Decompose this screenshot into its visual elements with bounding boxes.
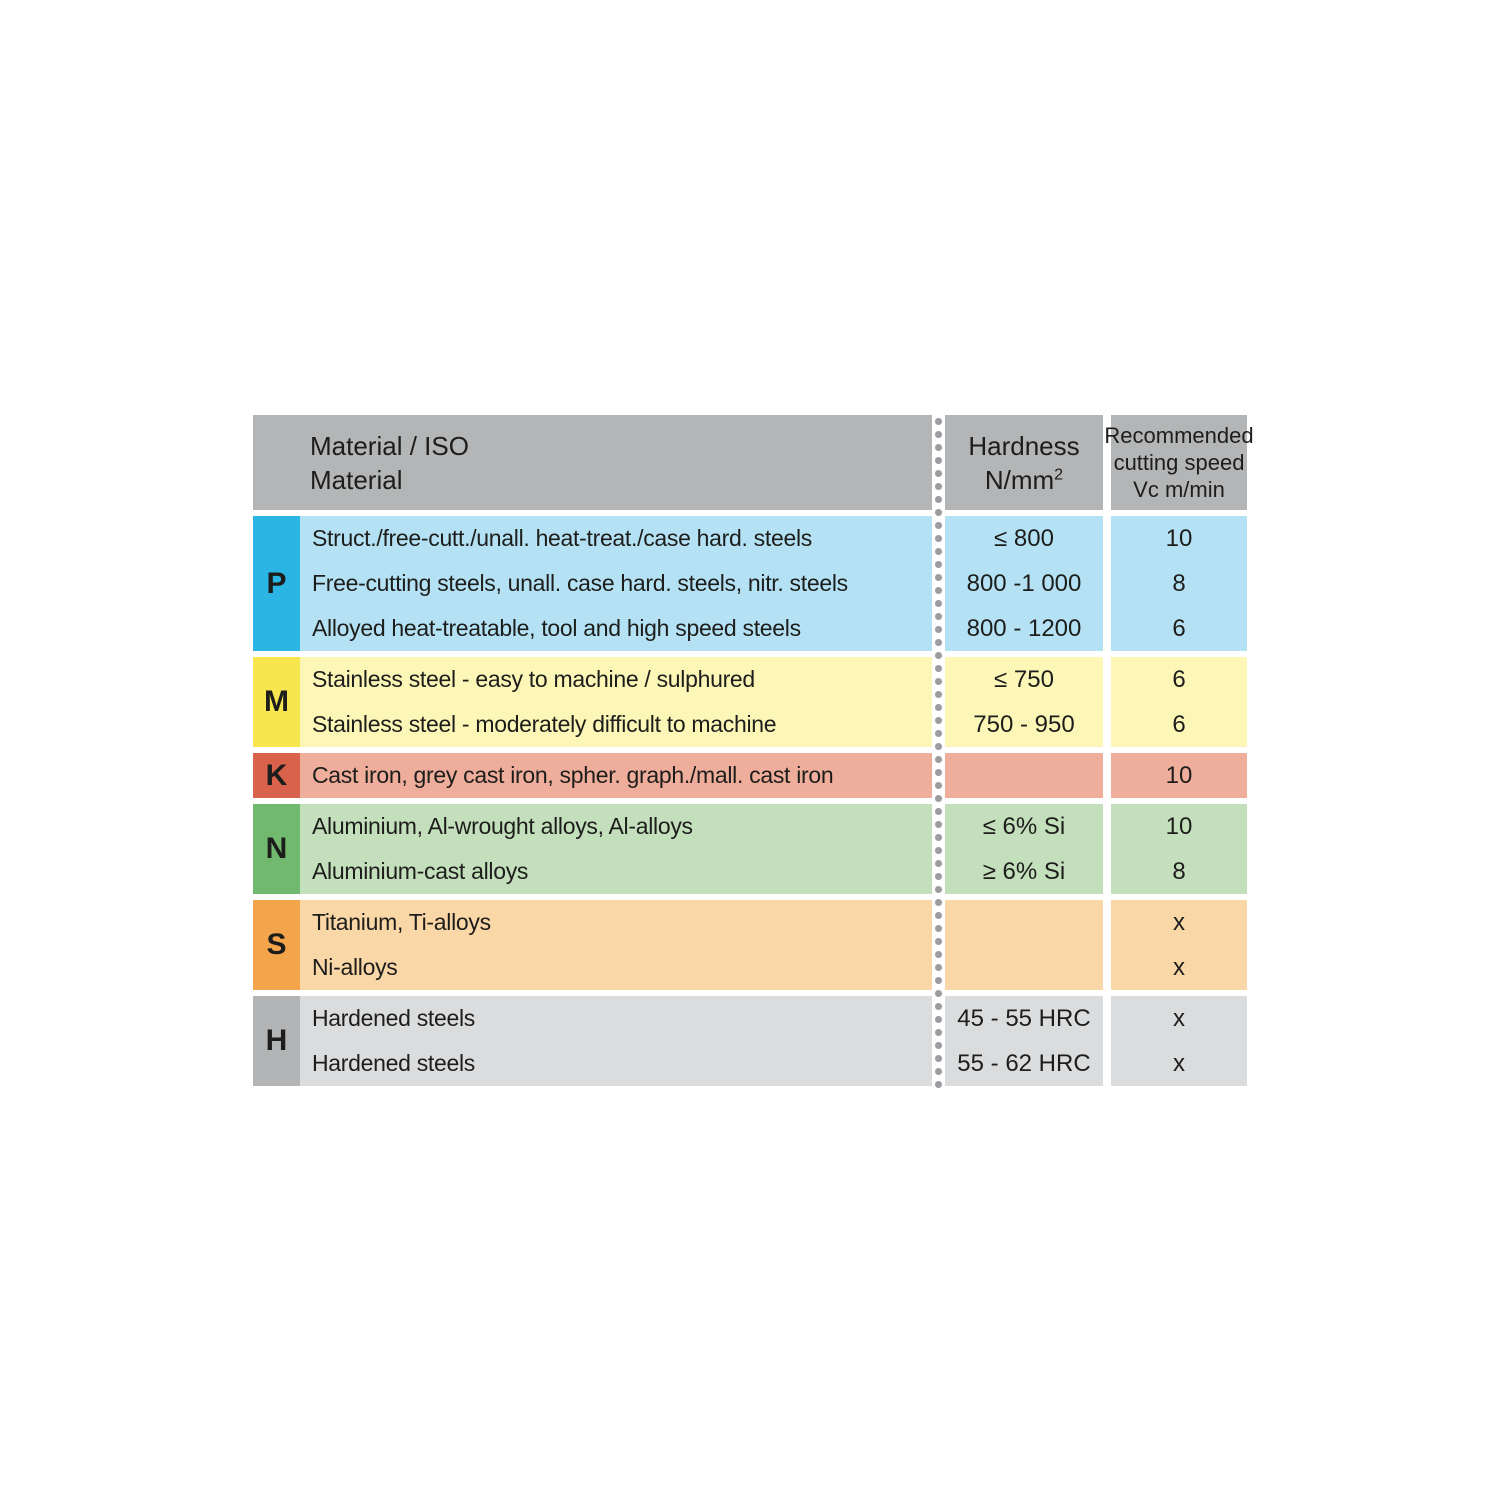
hardness-speed-gap: [1103, 657, 1111, 747]
speed-column: [1111, 804, 1247, 894]
hardness-speed-gap: [1103, 804, 1111, 894]
hardness-column: [945, 516, 1103, 651]
row-material: Ni-alloys: [312, 954, 398, 980]
material-hardness-gap: [932, 804, 945, 894]
header-material-line2: Material: [310, 464, 403, 495]
hardness-column: [945, 804, 1103, 894]
iso-section: [253, 657, 1247, 747]
hardness-unit-base: N/mm: [984, 464, 1055, 495]
header-speed-line2: cutting speed: [1113, 450, 1245, 475]
header-material: [253, 415, 932, 510]
row-speed: x: [1173, 1049, 1185, 1077]
material-hardness-gap: [932, 996, 945, 1086]
iso-section: [253, 753, 1247, 798]
row-material: Hardened steels: [312, 1005, 475, 1031]
material-hardness-gap: [932, 657, 945, 747]
material-column: [300, 900, 932, 990]
material-iso-table: [253, 415, 1254, 1092]
header-speed-line1: Recommended: [1104, 423, 1254, 448]
header-hardness: [945, 415, 1103, 510]
row-speed: 6: [1172, 710, 1186, 738]
hardness-speed-gap: [1103, 516, 1111, 651]
row-speed: 10: [1165, 812, 1193, 840]
hardness-unit-exponent: 2: [1054, 464, 1064, 483]
row-speed: 10: [1165, 761, 1193, 789]
row-hardness: 800 - 1200: [966, 614, 1082, 642]
speed-column: [1111, 657, 1247, 747]
row-speed: x: [1173, 908, 1185, 936]
row-material: Cast iron, grey cast iron, spher. graph./mall. cast iron: [312, 762, 834, 788]
material-column: [300, 804, 932, 894]
row-material: Alloyed heat-treatable, tool and high speed steels: [312, 615, 801, 641]
material-hardness-gap: [932, 900, 945, 990]
row-material: Aluminium-cast alloys: [312, 858, 529, 884]
row-material: Stainless steel - easy to machine / sulphured: [312, 666, 755, 692]
header-speed-line3: Vc m/min: [1133, 477, 1225, 502]
row-hardness: [945, 753, 1103, 798]
iso-section: [253, 900, 1247, 990]
row-speed: 6: [1172, 614, 1186, 642]
material-column: [300, 996, 932, 1086]
row-material: Hardened steels: [312, 1050, 475, 1076]
iso-section: [253, 804, 1247, 894]
iso-letter-badge: H: [253, 996, 300, 1086]
iso-letter-badge: K: [253, 753, 300, 798]
row-hardness: 750 - 950: [973, 710, 1075, 738]
speed-column: [1111, 516, 1247, 651]
row-material: Aluminium, Al-wrought alloys, Al-alloys: [312, 813, 693, 839]
row-speed: 10: [1165, 524, 1193, 552]
material-hardness-gap: [932, 753, 945, 798]
hardness-column: [945, 900, 1103, 990]
iso-letter-badge: S: [253, 900, 300, 990]
material-column: [300, 657, 932, 747]
row-hardness: ≤ 6% Si: [982, 812, 1066, 840]
header-hardness-unit: [985, 463, 1063, 497]
hardness-speed-gap: [1103, 753, 1111, 798]
row-hardness: ≤ 750: [994, 665, 1054, 693]
hardness-speed-gap: [1103, 900, 1111, 990]
row-material: Titanium, Ti-alloys: [312, 909, 491, 935]
row-hardness: 45 - 55 HRC: [957, 1004, 1091, 1032]
material-hardness-gap: [932, 516, 945, 651]
speed-column: [1111, 996, 1247, 1086]
row-material: Free-cutting steels, unall. case hard. steels, nitr. steels: [312, 570, 848, 596]
row-hardness: ≥ 6% Si: [982, 857, 1066, 885]
row-material: Struct./free-cutt./unall. heat-treat./case hard. steels: [312, 525, 812, 551]
hardness-column: [945, 657, 1103, 747]
iso-section: [253, 516, 1247, 651]
row-material: Stainless steel - moderately difficult to machine: [312, 711, 777, 737]
row-hardness: [945, 900, 1103, 945]
row-hardness: 800 -1 000: [966, 569, 1082, 597]
header-speed: [1104, 415, 1254, 510]
row-hardness: ≤ 800: [994, 524, 1054, 552]
header-material-line1: Material / ISO: [310, 430, 469, 461]
speed-column: [1111, 753, 1247, 798]
row-hardness: 55 - 62 HRC: [957, 1049, 1091, 1077]
hardness-column: [945, 996, 1103, 1086]
iso-section: [253, 996, 1247, 1086]
material-column: [300, 516, 932, 651]
table-body: [253, 516, 1247, 1086]
table-header: [253, 415, 1254, 510]
row-speed: x: [1173, 1004, 1185, 1032]
header-hardness-line1: Hardness: [968, 430, 1080, 461]
row-speed: x: [1173, 953, 1185, 981]
material-column: [300, 753, 932, 798]
speed-column: [1111, 900, 1247, 990]
row-speed: 8: [1172, 569, 1186, 597]
row-hardness: [945, 945, 1103, 990]
iso-letter-badge: M: [253, 657, 300, 747]
row-speed: 8: [1172, 857, 1186, 885]
iso-letter-badge: N: [253, 804, 300, 894]
iso-letter-badge: P: [253, 516, 300, 651]
hardness-speed-gap: [1103, 996, 1111, 1086]
row-speed: 6: [1172, 665, 1186, 693]
hardness-column: [945, 753, 1103, 798]
material-hardness-gap: [932, 415, 945, 510]
